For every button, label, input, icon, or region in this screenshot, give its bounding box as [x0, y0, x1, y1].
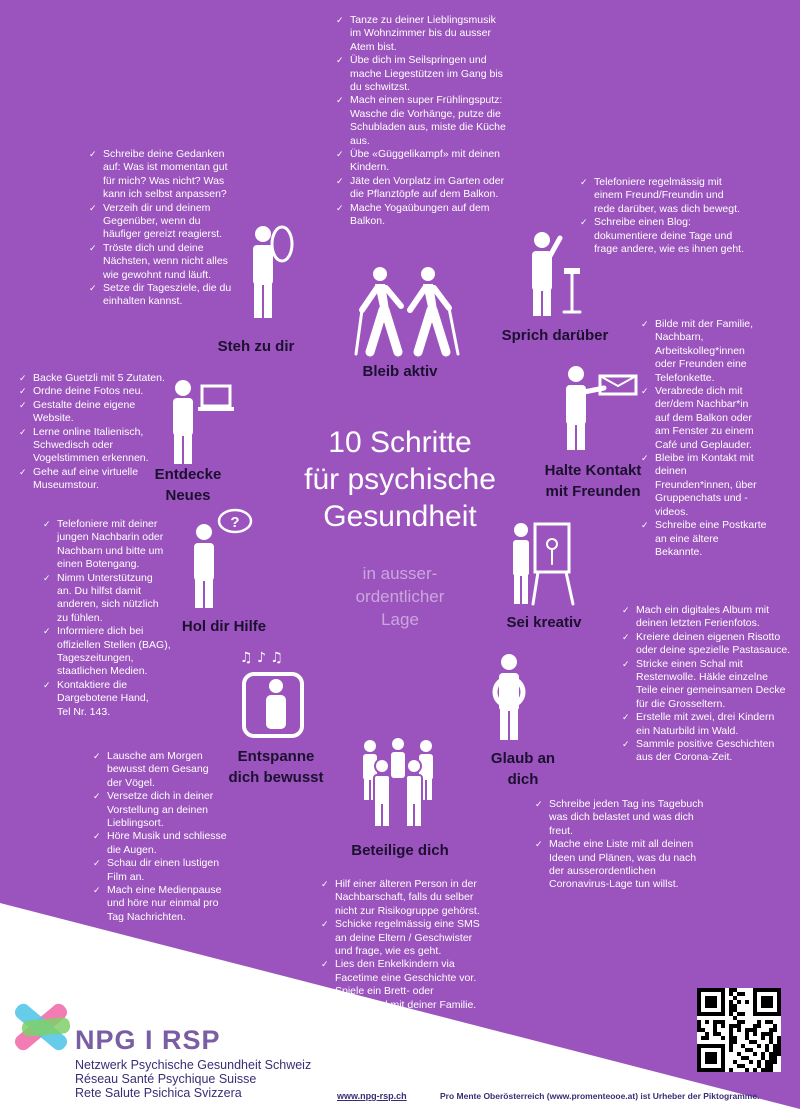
tips-bleib-aktiv — [333, 14, 533, 229]
tips-sprich-darueber — [577, 176, 777, 256]
tip-line: am Fenster zu einem — [655, 425, 754, 438]
step-label-line: Beteilige dich — [351, 842, 449, 859]
tip-line: Arbeitskolleg*innen — [655, 344, 745, 357]
tip-line: und frage, wie es geht. — [335, 945, 442, 958]
tip-item — [638, 452, 788, 519]
tip-line: ✓ Höre Musik und schliesse — [107, 830, 227, 843]
tip-line: auf dem Balkon oder — [655, 411, 752, 424]
tip-item — [333, 54, 533, 94]
tip-item — [638, 519, 788, 559]
npg-logo-mark-icon — [4, 993, 84, 1068]
tips-sei-kreativ — [619, 604, 797, 765]
step-label-entdecke-neues — [130, 464, 246, 506]
tip-line: einhalten kannst. — [103, 295, 183, 308]
page-subtitle — [320, 562, 480, 631]
tip-line: Balkon. — [350, 215, 386, 228]
tip-item — [532, 838, 732, 892]
tip-line: deinen letzten Ferienfotos. — [636, 617, 760, 630]
subtitle-line: ordentlicher — [355, 587, 445, 606]
tips-halte-kontakt — [638, 318, 788, 559]
tip-line: ✓ Schreibe einen Blog: — [594, 216, 691, 229]
step-label-line: mit Freunden — [545, 483, 641, 500]
person-mirror-icon — [246, 222, 296, 322]
tip-line: ✓ Übe «Güggelikampf» mit deinen — [350, 148, 501, 161]
tip-line: du schwitzst. — [350, 81, 411, 94]
tip-line: oder deine spezielle Pastasauce. — [636, 644, 791, 657]
tip-line: Nächsten, wenn nicht alles — [103, 255, 228, 268]
subtitle-line: in ausser- — [362, 564, 438, 583]
tip-item — [333, 94, 533, 148]
npg-logo-text: NPG I RSP — [75, 1025, 221, 1055]
tip-line: ✓ Mach einen super Frühlingsputz: — [350, 94, 503, 107]
tip-line: ✓ Tröste dich und deine — [103, 241, 204, 254]
step-label-sei-kreativ — [494, 612, 594, 633]
tip-line: im Wohnzimmer bis du ausser — [350, 27, 492, 40]
tip-line: aus. — [350, 134, 370, 147]
subtitle-line: Lage — [381, 610, 419, 629]
tip-line: ✓ Stricke einen Schal mit — [636, 657, 743, 670]
tip-line: ✓ Versetze dich in deiner — [107, 790, 214, 803]
org-line: Réseau Santé Psychique Suisse — [75, 1072, 257, 1086]
painter-easel-icon — [511, 516, 579, 608]
step-label-glaub-an-dich — [478, 748, 568, 790]
tip-line: ✓ Telefoniere regelmässig mit — [594, 176, 722, 188]
tip-line: anderen, sich nützlich — [57, 598, 159, 611]
tip-line: ✓ Gestalte deine eigene — [33, 398, 136, 411]
tip-line: für die Grosseltern. — [636, 697, 726, 710]
tip-line: Facetime eine Geschichte vor. — [335, 971, 477, 984]
tip-line: Schubladen aus, miste die Küche — [350, 121, 506, 134]
tip-line: ✓ Lerne online Italienisch, — [33, 425, 144, 438]
tip-item — [16, 426, 176, 466]
tip-item — [90, 790, 240, 830]
step-label-line: Bleib aktiv — [362, 363, 438, 380]
tip-line: Film an. — [107, 870, 145, 883]
title-line: 10 Schritte — [328, 426, 472, 459]
tip-line: Kartenspiel mit deiner Familie. — [335, 998, 477, 1011]
tip-line: auf: Was ist momentan gut — [103, 161, 228, 174]
tip-line: Nachbarn, — [655, 331, 704, 344]
tip-line: bewusst dem Gesang — [107, 763, 209, 776]
tip-item — [638, 318, 788, 385]
step-label-line: Entdecke — [154, 466, 222, 483]
tip-line: an. Du hilfst damit — [57, 585, 142, 598]
tip-line: ✓ Mach ein digitales Album mit — [636, 604, 770, 616]
step-label-line: Hol dir Hilfe — [181, 618, 267, 635]
person-lifebuoy-icon — [487, 652, 531, 744]
tip-item — [577, 176, 777, 216]
tip-item — [16, 385, 176, 398]
tip-line: nicht zur Risikogruppe gehörst. — [335, 904, 480, 917]
tip-line: Freunden*innen, über — [655, 478, 757, 491]
tip-line: ✓ Backe Guetzli mit 5 Zutaten. — [33, 372, 165, 384]
tip-line: kann ich selbst anpassen? — [103, 188, 227, 201]
tip-line: zu fühlen. — [57, 611, 103, 624]
tip-line: freut. — [549, 824, 573, 837]
tip-line: ✓ Lies den Enkelkindern via — [335, 958, 455, 971]
tip-item — [40, 518, 190, 572]
qr-code-icon — [697, 988, 781, 1072]
tip-line: ✓ Schau dir einen lustigen — [107, 857, 220, 870]
tip-line: Nachbarschaft, falls du selber — [335, 891, 474, 904]
step-label-line: dich — [507, 771, 539, 788]
title-line: Gesundheit — [323, 500, 477, 533]
tip-line: ✓ Mache eine Liste mit all deinen — [549, 838, 694, 851]
tips-beteilige-dich — [318, 878, 518, 1012]
tip-line: der Vögel. — [107, 776, 155, 789]
tip-line: einem Freund/Freundin und — [594, 189, 724, 202]
tip-item — [638, 385, 788, 452]
tip-item — [619, 631, 797, 658]
tip-line: ✓ Schicke regelmässig eine SMS — [335, 918, 480, 931]
step-label-line: Glaub an — [490, 750, 556, 767]
tip-item — [318, 958, 518, 985]
tip-line: Bekannte. — [655, 545, 703, 558]
tip-line: Nachbarn und bitte um — [57, 544, 164, 557]
walking-couple-icon — [348, 264, 463, 356]
tip-line: frage andere, wie es ihnen geht. — [594, 243, 745, 256]
tip-item — [90, 884, 240, 924]
tip-item — [318, 918, 518, 958]
step-label-line: dich bewusst — [228, 769, 324, 786]
tip-item — [619, 738, 797, 765]
tip-line: Restenwolle. Häkle einzelne — [636, 671, 768, 684]
tip-item — [90, 830, 240, 857]
tip-line: ✓ Bilde mit der Familie, — [655, 318, 754, 330]
tip-item — [90, 857, 240, 884]
tip-line: Tageszeitungen, — [57, 652, 134, 665]
tip-line: staatlichen Medien. — [57, 665, 148, 678]
step-label-bleib-aktiv — [340, 361, 460, 382]
tip-line: videos. — [655, 505, 689, 518]
tip-line: ✓ Lausche am Morgen — [107, 750, 203, 762]
tip-line: und höre nur einmal pro — [107, 897, 219, 910]
organisation-names — [75, 1058, 311, 1100]
tip-line: deinen — [655, 465, 687, 478]
tip-item — [40, 679, 190, 719]
tip-item — [619, 658, 797, 712]
tip-item — [318, 985, 518, 1012]
pictogram-credit: Pro Mente Oberösterreich (www.promenteooe.at) ist Urheber der Piktogramme. — [440, 1091, 760, 1101]
tip-line: ✓ Schreibe jeden Tag ins Tagebuch — [549, 798, 704, 810]
step-label-steh-zu-dir — [196, 336, 316, 357]
tip-item — [16, 372, 176, 385]
tip-item — [16, 399, 176, 426]
tip-item — [333, 175, 533, 202]
step-label-hol-dir-hilfe — [166, 616, 282, 637]
tip-line: dokumentiere deine Tage und — [594, 229, 733, 242]
tip-line: Wasche die Vorhänge, putze die — [350, 107, 501, 120]
step-label-halte-kontakt — [534, 460, 652, 502]
tip-line: Dargebotene Hand, — [57, 692, 149, 705]
tip-item — [86, 202, 246, 242]
tip-line: ✓ Telefoniere mit deiner — [57, 518, 158, 530]
tip-line: ✓ Hilf einer älteren Person in der — [335, 878, 477, 890]
tip-line: Café und Geplauder. — [655, 438, 752, 451]
tip-line: ✓ Schreibe eine Postkarte — [655, 519, 767, 532]
tip-line: ✓ Tanze zu deiner Lieblingsmusik — [350, 14, 496, 26]
tip-line: für mich? Was nicht? Was — [103, 174, 225, 187]
org-line: Netzwerk Psychische Gesundheit Schweiz — [75, 1058, 312, 1072]
armchair-music-icon — [238, 646, 308, 740]
tip-line: Coronavirus-Lage tun willst. — [549, 878, 679, 891]
tip-line: die Pflanztöpfe auf dem Balkon. — [350, 188, 499, 201]
page-title — [262, 424, 538, 535]
tip-item — [333, 148, 533, 175]
step-label-beteilige-dich — [338, 840, 462, 861]
tip-line: ✓ Bleibe im Kontakt mit — [655, 452, 754, 465]
tip-line: Kindern. — [350, 161, 390, 174]
tip-line: ✓ Ordne deine Fotos neu. — [33, 385, 144, 398]
tip-line: rede darüber, was dich bewegt. — [594, 202, 740, 215]
tip-line: ✓ Verzeih dir und deinem — [103, 201, 211, 214]
title-line: für psychische — [304, 463, 496, 496]
tip-item — [532, 798, 732, 838]
tip-line: Website. — [33, 412, 74, 425]
tip-line: oder Freunden eine — [655, 358, 747, 371]
tip-line: an eine ältere — [655, 532, 719, 545]
step-label-entspanne — [222, 746, 330, 788]
tip-line: Gegenüber, wenn du — [103, 215, 201, 228]
tip-line: die Augen. — [107, 843, 157, 856]
tip-line: häufiger gereizt reagierst. — [103, 228, 223, 241]
tip-line: aus der Corona-Zeit. — [636, 751, 733, 764]
tip-line: ✓ Jäte den Vorplatz im Garten oder — [350, 174, 505, 187]
step-label-line: Steh zu dir — [217, 338, 295, 355]
tip-line: Tag Nachrichten. — [107, 910, 186, 923]
tip-item — [86, 282, 246, 309]
svg-text:?: ? — [230, 514, 240, 531]
step-label-line: Halte Kontakt — [544, 462, 642, 479]
tip-line: einen Botengang. — [57, 558, 140, 571]
tip-line: ein Naturbild im Wald. — [636, 724, 739, 737]
tip-line: offiziellen Stellen (BAG), — [57, 638, 171, 651]
tip-line: Museumstour. — [33, 479, 99, 492]
speaker-podium-icon — [528, 228, 588, 318]
step-label-line: Entspanne — [237, 748, 315, 765]
tip-item — [86, 148, 246, 202]
group-people-icon — [352, 736, 444, 828]
tip-line: ✓ Spiele ein Brett- oder — [335, 985, 434, 998]
tip-item — [333, 14, 533, 54]
tip-line: Telefonkette. — [655, 371, 715, 384]
tip-line: ✓ Mach eine Medienpause — [107, 884, 222, 897]
tip-line: an deine Eltern / Geschwister — [335, 931, 473, 944]
tip-line: ✓ Gehe auf eine virtuelle — [33, 465, 139, 478]
tip-line: ✓ Erstelle mit zwei, drei Kindern — [636, 711, 775, 724]
tip-line: ✓ Mache Yogaübungen auf dem — [350, 201, 490, 214]
tip-line: der/dem Nachbar*in — [655, 398, 749, 411]
tip-line: Vogelstimmen erkennen. — [33, 452, 149, 465]
tip-line: Teile einer gemeinsamen Decke — [636, 684, 786, 697]
tip-line: ✓ Verabrede dich mit — [655, 385, 743, 398]
person-question-icon — [190, 508, 256, 610]
tip-line: ✓ Setze dir Tagesziele, die du — [103, 282, 232, 295]
tip-line: Atem bist. — [350, 40, 397, 53]
tips-glaub-an-dich — [532, 798, 732, 892]
tip-line: was dich belastet und was dich — [549, 811, 694, 824]
person-mailbox-icon — [560, 362, 640, 452]
step-label-line: Neues — [165, 487, 211, 504]
svg-text:♫ ♪ ♫: ♫ ♪ ♫ — [240, 650, 283, 666]
tips-entspanne — [90, 750, 240, 924]
step-label-sprich-darueber — [495, 325, 615, 346]
tip-item — [333, 202, 533, 229]
tip-line: Lieblingsort. — [107, 817, 164, 830]
tip-line: Gruppenchats und - — [655, 492, 748, 505]
tip-line: Schwedisch oder — [33, 439, 113, 452]
tips-steh-zu-dir — [86, 148, 246, 309]
tip-line: Ideen und Plänen, was du nach — [549, 851, 697, 864]
tip-line: ✓ Übe dich im Seilspringen und — [350, 54, 487, 67]
website-link[interactable]: www.npg-rsp.ch — [337, 1091, 407, 1101]
tip-item — [619, 604, 797, 631]
tip-item — [86, 242, 246, 282]
step-label-line: Sprich darüber — [501, 327, 609, 344]
tip-item — [90, 750, 240, 790]
tip-line: ✓ Nimm Unterstützung — [57, 571, 153, 584]
tip-line: ✓ Informiere dich bei — [57, 625, 144, 638]
person-laptop-icon — [170, 378, 234, 464]
org-line: Rete Salute Psichica Svizzera — [75, 1086, 242, 1100]
tip-line: Tel Nr. 143. — [57, 705, 111, 718]
tip-line: wie gewohnt rund läuft. — [103, 268, 211, 281]
tip-item — [619, 711, 797, 738]
tip-line: Vorstellung an deinen — [107, 803, 208, 816]
tip-line: ✓ Schreibe deine Gedanken — [103, 148, 225, 160]
tip-line: jungen Nachbarin oder — [57, 531, 164, 544]
tip-line: ✓ Kreiere deinen eigenen Risotto — [636, 630, 781, 643]
tip-line: der ausserordentlichen — [549, 865, 656, 878]
step-label-line: Sei kreativ — [506, 614, 582, 631]
tip-item — [318, 878, 518, 918]
tip-line: mache Liegestützen im Gang bis — [350, 67, 503, 80]
tip-line: ✓ Kontaktiere die — [57, 678, 128, 691]
tip-item — [577, 216, 777, 256]
tip-line: ✓ Sammle positive Geschichten — [636, 738, 775, 751]
